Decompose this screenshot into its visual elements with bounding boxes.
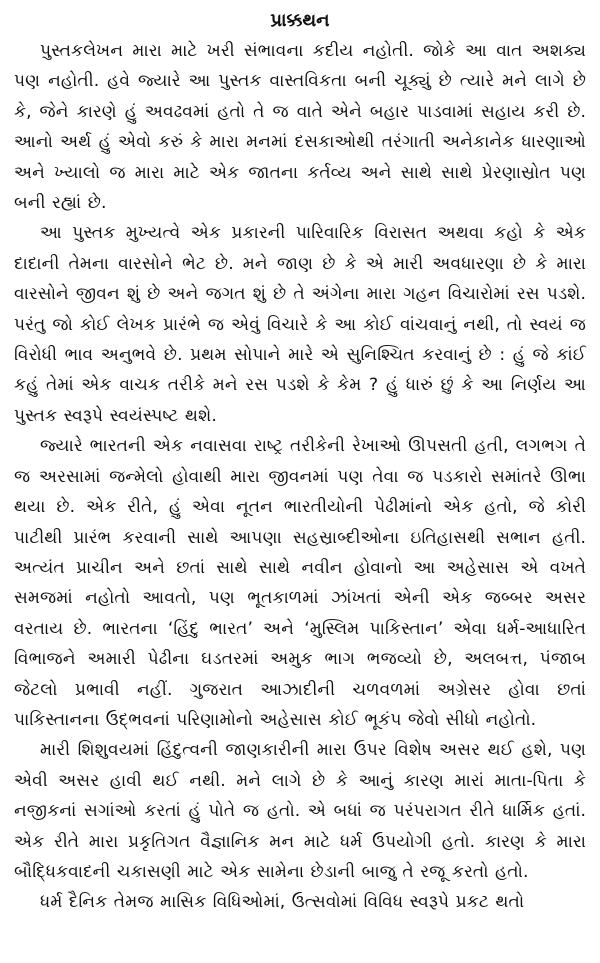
paragraph-2: આ પુસ્તક મુખ્યત્વે એક પ્રકારની પારિવારિક વિરાસત અથવા કહો કે એક દાદાની તેમના વારસોને ભેટ છે. મને જાણ છે કે એ મારી અવધારણા છે કે મારા વારસોને જીવન શું છે અને જગત શું છે તે અંગેના મારા ગહન વિચારોમાં રસ પડશે. પરંતુ જો કોઈ લેખક પ્રારંભે જ એવું વિચારે કે આ કોઈ વાંચવાનું નથી, તો સ્વયં જ વિરોધી ભાવ અનુભવે છે. પ્રથમ સોપાને મારે એ સુનિશ્ચિત કરવાનું છે : હું જે કાંઈ કહું તેમાં એક વાચક તરીકે મને રસ પડશે કે કેમ ? હું ધારું છું કે આ નિર્ણય આ પુસ્તક સ્વરૂપે સ્વયંસ્પષ્ટ થશે.	[14, 223, 586, 426]
paragraph-5: ધર્મ દૈનિક તેમજ માસિક વિધિઓમાં, ઉત્સવોમાં વિવિધ સ્વરૂપે પ્રકટ થતો	[40, 892, 525, 913]
paragraph-4: મારી શિશુવયમાં હિંદુત્વની જાણકારીની મારા ઉપર વિશેષ અસર થઈ હશે, પણ એવી અસર હાવી થઈ નથી. મને લાગે છે કે આનું કારણ મારાં માતા-પિતા કે નજીકનાં સગાંઓ કરતાં હું પોતે જ હતો. એ બધાં જ પરંપરાગત રીતે ધાર્મિક હતાં. એક રીતે મારા પ્રકૃતિગત વૈજ્ઞાનિક મન માટે ધર્મ ઉપયોગી હતો. કારણ કે મારા બૌદ્ધિકવાદની ચકાસણી માટે એક સામેના છેડાની બાજુ તે રજૂ કરતો હતો.	[14, 740, 586, 882]
paragraph-3: જ્યારે ભારતની એક નવાસવા રાષ્ટ્ર તરીકેની રેખાઓ ઊપસતી હતી, લગભગ તે જ અરસામાં જન્મેલો હોવાથી મારા જીવનમાં પણ તેવા જ પડકારો સમાંતરે ઊભા થયા છે. એક રીતે, હું એવા નૂતન ભારતીયોની પેઢીમાંનો એક હતો, જે કોરી પાટીથી પ્રારંભ કરવાની સાથે આપણા સહસ્રાબ્દીઓના ઇતિહાસથી સભાન હતી. અત્યંત પ્રાચીન અને છતાં સાથે સાથે નવીન હોવાનો આ અહેસાસ એ વખતે સમજમાં નહોતો આવતો, પણ ભૂતકાળમાં ઝાંખતાં એની એક જબ્બર અસર વરતાય છે. ભારતના ‘હિંદુ ભારત’ અને ‘મુસ્લિમ પાકિસ્તાન’ એવા ધર્મ-આધારિત વિભાજને અમારી પેઢીના ઘડતરમાં અમુક ભાગ ભજવ્યો છે, અલબત્ત, પંજાબ જેટલો પ્રભાવી નહીં. ગુજરાત આઝાદીની ચળવળમાં અગ્રેસર હોવા છતાં પાકિસ્તાનના ઉદ્ભવનાં પરિણામોનો અહેસાસ કોઈ ભૂકંપ જેવો સીધો નહોતો.	[14, 436, 586, 730]
page-title: પ્રાક્કથન	[270, 10, 330, 31]
document-page	[14, 8, 586, 918]
paragraph-1: પુસ્તકલેખન મારા માટે ખરી સંભાવના કદીય નહોતી. જોકે આ વાત અશક્ય પણ નહોતી. હવે જ્યારે આ પુસ્તક વાસ્તવિકતા બની ચૂક્યું છે ત્યારે મને લાગે છે કે, જેને કારણે હું અવઢવમાં હતો તે જ વાતે એને બહાર પાડવામાં સહાય કરી છે. આનો અર્થ હું એવો કરું કે મારા મનમાં દસકાઓથી તરંગાતી અનેકાનેક ધારણાઓ અને ખ્યાલો જ મારા માટે એક જાતના કર્તવ્ય અને સાથે સાથે પ્રેરણાસ્રોત પણ બની રહ્યાં છે.	[14, 41, 586, 214]
